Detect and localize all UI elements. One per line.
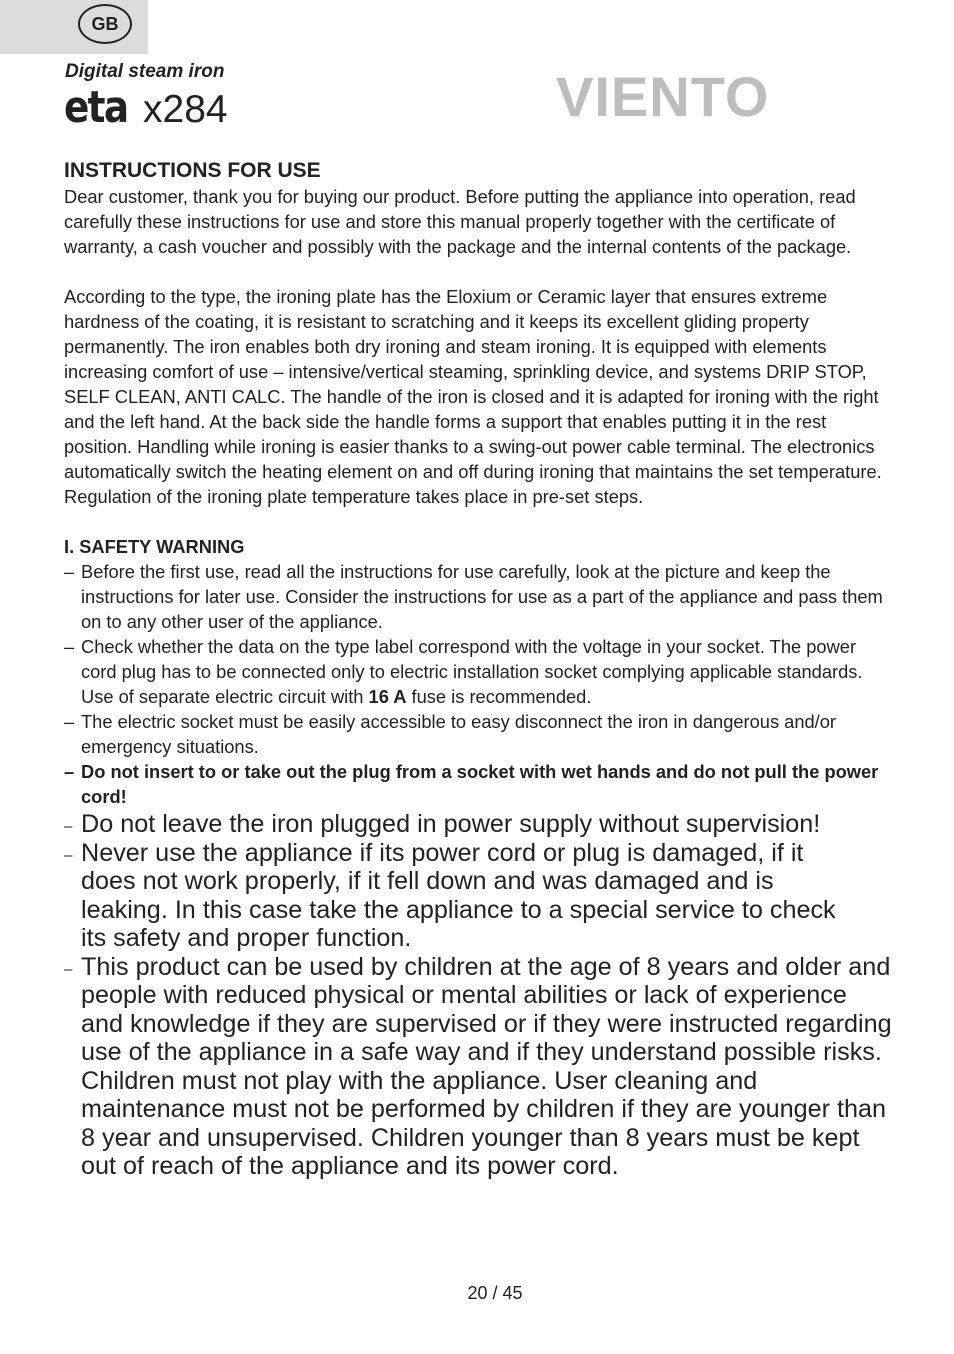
- list-item-text: Do not leave the iron plugged in power supply without supervision!: [81, 810, 821, 838]
- intro-paragraph-1: Dear customer, thank you for buying our product. Before putting the appliance into operation, read carefully these instructions for use and store this manual properly together with the certificate of warranty, a cash voucher and possibly with the package and the internal contents of the package.: [64, 186, 856, 257]
- series-logo: VIENTO: [556, 65, 770, 128]
- instructions-heading: INSTRUCTIONS FOR USE: [64, 159, 321, 182]
- fuse-rating: 16 A: [368, 686, 407, 707]
- list-item-text: Do not insert to or take out the plug from a socket with wet hands and do not pull the power cord!: [81, 761, 879, 807]
- list-item-text: Never use the appliance if its power cord or plug is damaged, if it does not work properly, if it fell down and was damaged and is leaking. In this case take the appliance to a special service to check its safety and proper function.: [81, 838, 836, 952]
- intro-paragraph-2: According to the type, the ironing plate has the Eloxium or Ceramic layer that ensures extreme hardness of the coating, it is resistant to scratching and it keeps its excellent gliding property permanently. The iron enables both dry ironing and steam ironing. It is equipped with elements increasing comfort of use – intensive/vertical steaming, sprinkling device, and systems DRIP STOP, SELF CLEAN, ANTI CALC. The handle of the iron is closed and it is adapted for ironing with the right and the left hand. At the back side the handle forms a support that enables putting it in the rest position. Handling while ironing is easier thanks to a swing-out power cable terminal. The electronics automatically switch the heating element on and off during ironing that maintains the set temperature. Regulation of the ironing plate temperature takes place in pre-set steps.: [64, 286, 882, 507]
- list-item: [64, 709, 894, 759]
- dash-bullet: –: [64, 636, 75, 657]
- page-number: 20 / 45: [467, 1283, 523, 1303]
- list-item-text: This product can be used by children at the age of 8 years and older and people with reduced physical or mental abilities or lack of experience and knowledge if they are supervised or if they were instructed regarding use of the appliance in a safe way and if they understand possible risks. Children must not play with the appliance. User cleaning and maintenance must not be performed by children if they are younger than 8 year and unsupervised. Children younger than 8 years must be kept out of reach of the appliance and its power cord.: [81, 952, 892, 1180]
- safety-warning-heading: I. SAFETY WARNING: [64, 536, 245, 557]
- list-item: [64, 634, 894, 709]
- safety-warning-list: [64, 559, 894, 1181]
- language-code-badge: GB: [78, 4, 132, 44]
- dash-bullet: –: [64, 711, 75, 732]
- list-item-text: The electric socket must be easily accessible to easy disconnect the iron in dangerous and/or emergency situations.: [81, 711, 837, 757]
- brand-logo: eta: [64, 82, 128, 133]
- list-item-text: Before the first use, read all the instructions for use carefully, look at the picture and keep the instructions for later use. Consider the instructions for use as a part of the appliance and pass them on to any other user of the appliance.: [81, 561, 883, 632]
- dash-bullet: –: [64, 846, 73, 864]
- dash-bullet: –: [64, 761, 75, 782]
- language-tab: [0, 0, 148, 54]
- brand-model-heading: [64, 82, 228, 133]
- dash-bullet: –: [64, 960, 73, 978]
- list-item: [64, 759, 894, 809]
- list-item: [64, 839, 894, 953]
- list-item: [64, 953, 894, 1181]
- product-subtitle: Digital steam iron: [65, 61, 225, 82]
- dash-bullet: –: [64, 818, 73, 835]
- list-item-text: fuse is recommended.: [406, 686, 592, 707]
- manual-content: [64, 158, 894, 1181]
- list-item: [64, 810, 894, 839]
- list-item-text: Check whether the data on the type label correspond with the voltage in your socket. The power cord plug has to be connected only to electric installation socket complying applicable standards. Use of separate electric circuit with: [81, 636, 863, 707]
- model-number: x284: [143, 88, 228, 131]
- dash-bullet: –: [64, 561, 75, 582]
- list-item: [64, 559, 894, 634]
